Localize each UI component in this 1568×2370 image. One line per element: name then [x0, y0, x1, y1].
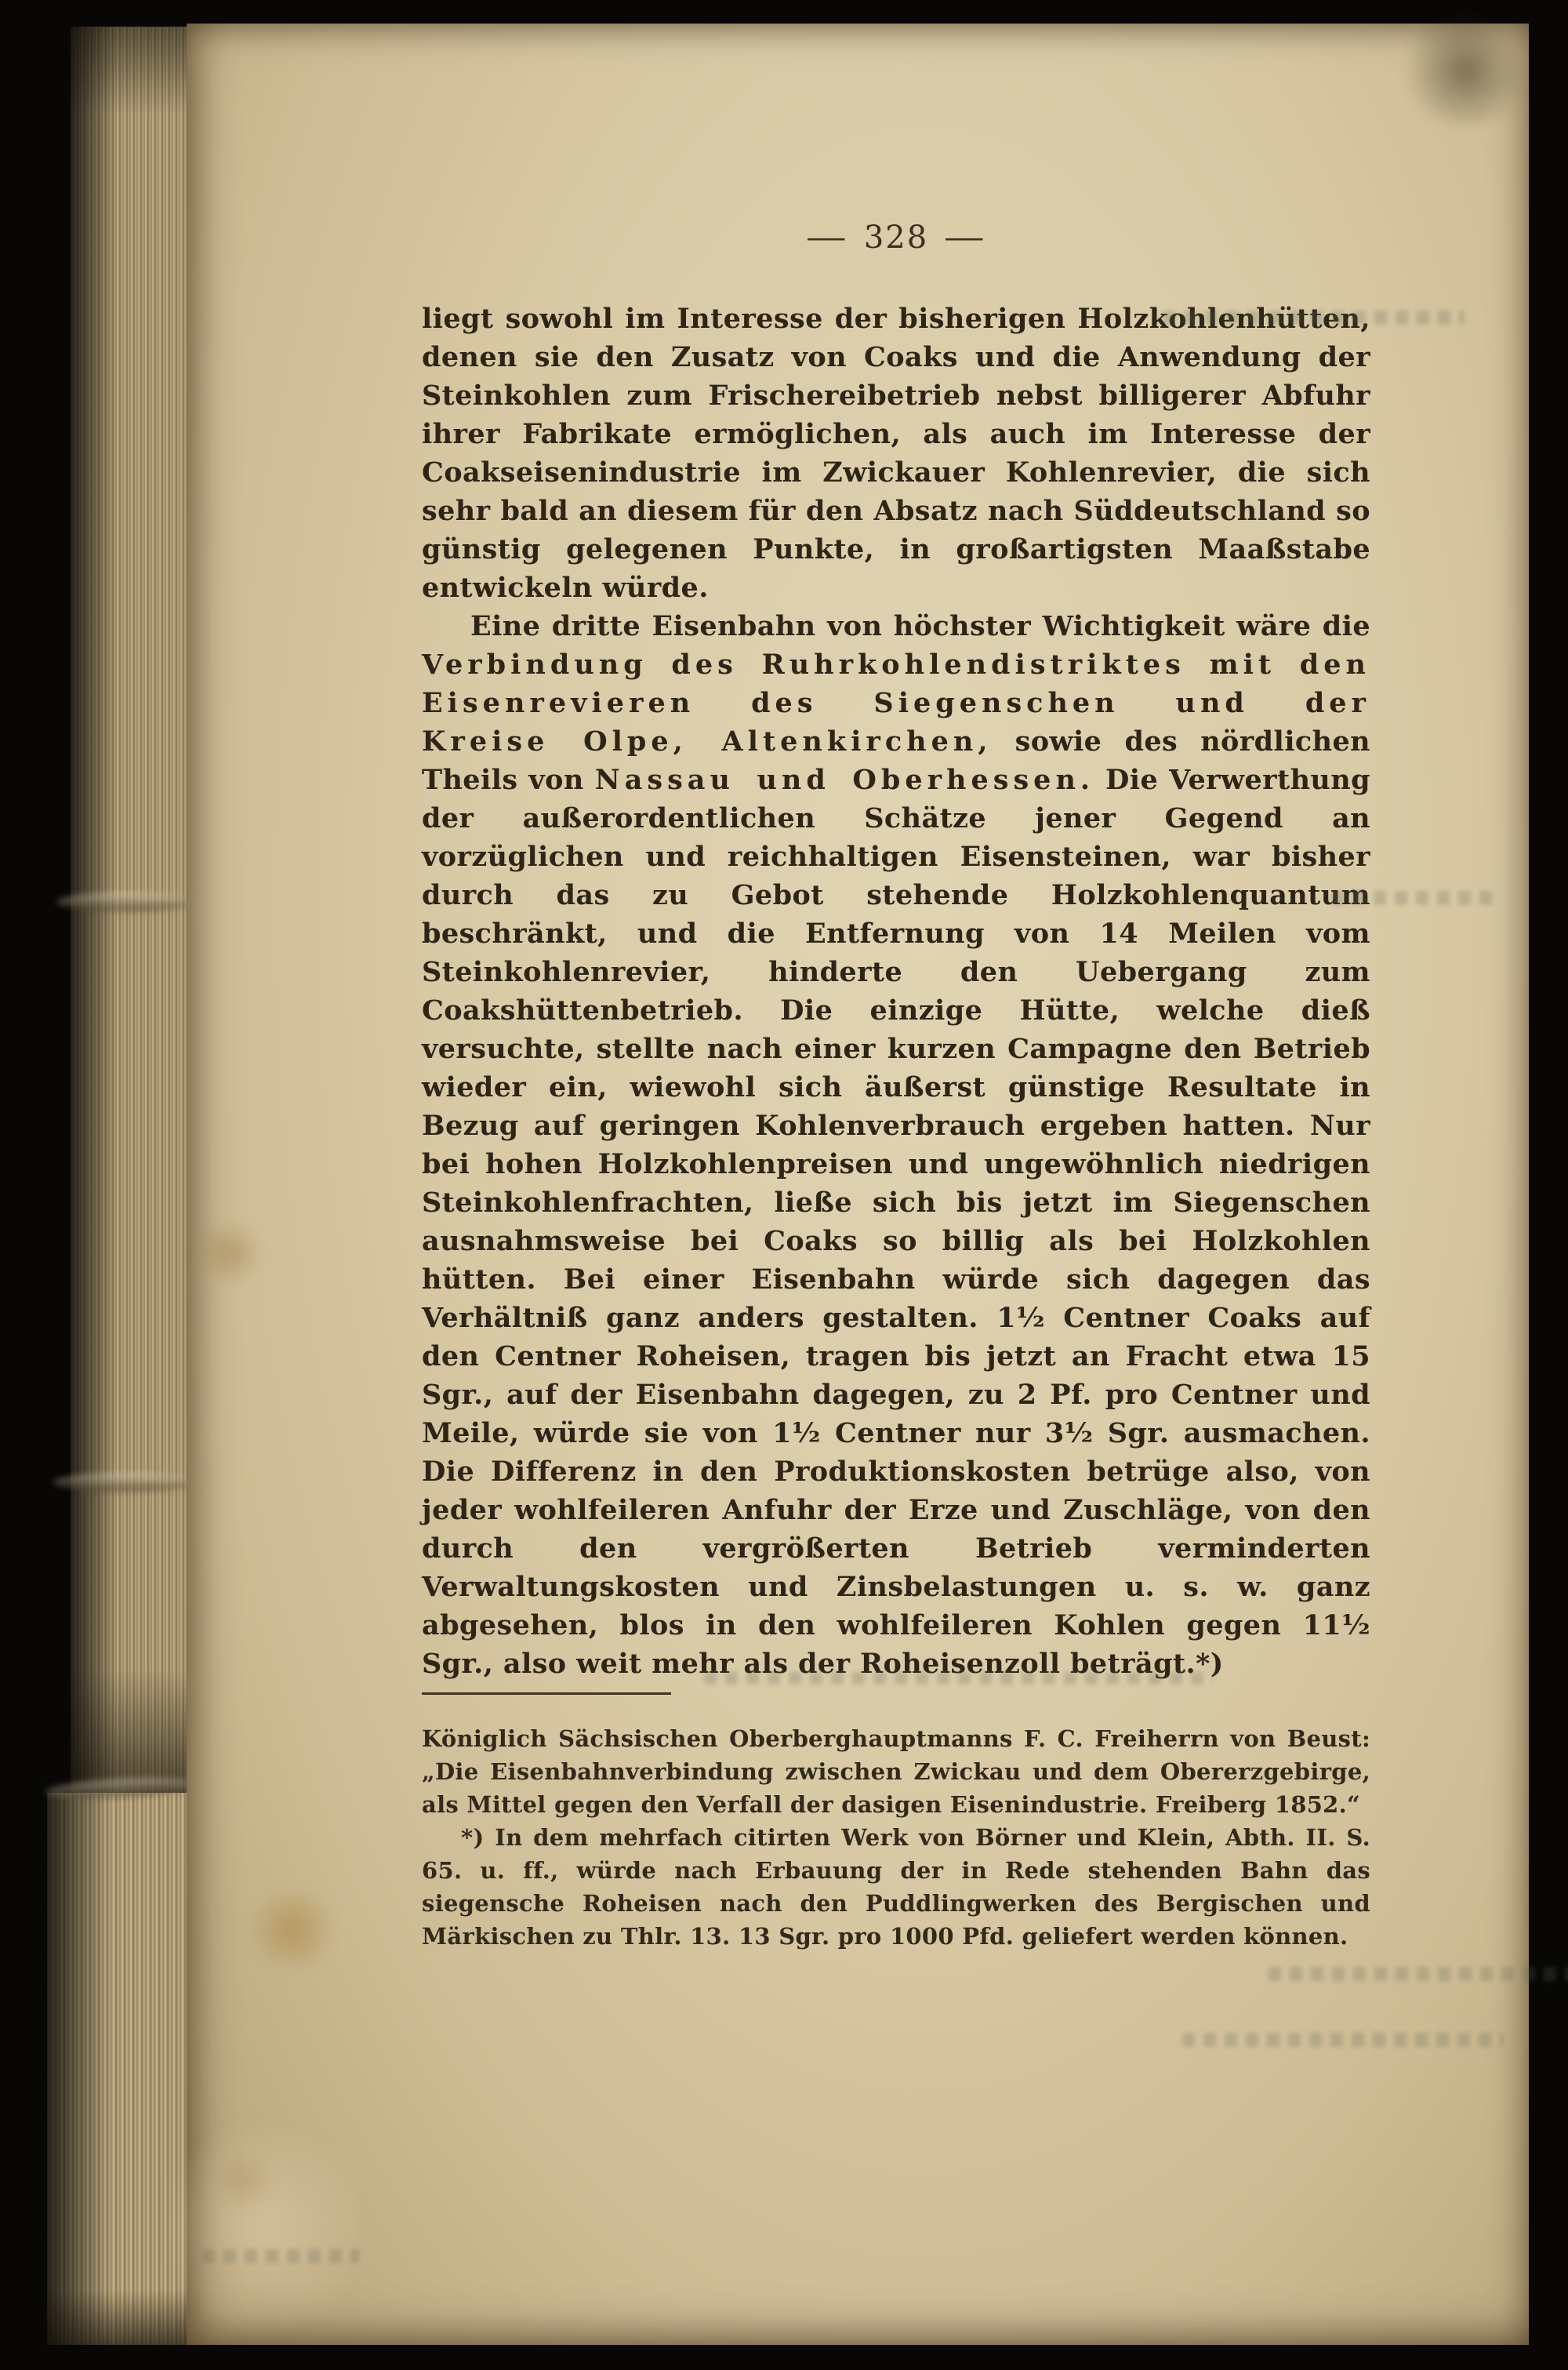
footnotes-block: [422, 1722, 1370, 1953]
page-number-value: 328: [863, 220, 929, 256]
text-segment: Die Verwerthung der außerordentlichen Schätze jener Gegend an vorzüglichen und reichhaltigen Eisensteinen, war bisher durch das zu Gebot stehende Holzkohlenquantum beschränkt, und die Entfernung von 14 Meilen vom Steinkohlenrevier, hinderte den Uebergang zum Coakshüttenbetrieb. Die einzige Hütte, welche dieß versuchte, stellte nach einer kurzen Campagne den Betrieb wieder ein, wiewohl sich äußerst günstige Resultate in Bezug auf geringen Kohlenverbrauch ergeben hatten. Nur bei hohen Holzkohlenpreisen und ungewöhnlich niedrigen Steinkohlenfrachten, ließe sich bis jetzt im Siegenschen ausnahmsweise bei Coaks so billig als bei Holzkohlen hütten. Bei einer Eisenbahn würde sich dagegen das Verhältniß ganz anders gestalten. 1½ Centner Coaks auf den Centner Roheisen, tragen bis jetzt an Fracht etwa 15 Sgr., auf der Eisenbahn dagegen, zu 2 Pf. pro Centner und Meile, würde sie von 1½ Centner nur 3½ Sgr. ausmachen. Die Differenz in den Produktionskosten betrüge also, von jeder wohlfeileren Anfuhr der Erze und Zuschläge, von den durch den vergrößerten Betrieb verminderten Verwaltungskosten und Zinsbelastungen u. s. w. ganz abgesehen, blos in den wohlfeileren Kohlen gegen 11½ Sgr., also weit mehr als der Roheisenzoll beträgt.*): [422, 764, 1370, 1680]
footnote-separator-rule: [422, 1692, 671, 1695]
book-page: [187, 24, 1529, 2345]
page-edge-wrinkle: [56, 892, 198, 911]
page-edge-wrinkle: [53, 1473, 198, 1492]
foxing-stain: [210, 2157, 277, 2208]
page-number: [422, 220, 1370, 256]
main-text-block: [422, 300, 1370, 1683]
emphasized-text-segment: Verbindung des Ruhrkohlendistriktes mit den Eisenrevieren des Siegenschen und der Kreise Olpe, Altenkirchen,: [422, 649, 1370, 758]
page-edges-stack-lower: [47, 1793, 188, 2345]
show-through-smudge: [1269, 1967, 1568, 1981]
footnote-continuation: Königlich Sächsischen Oberberghauptmanns F. C. Freiherrn von Beust: „Die Eisenbahnverbindung zwischen Zwickau und dem Obererzgebirge, als Mittel gegen den Verfall der dasigen Eisenindustrie. Freiberg 1852.“: [422, 1725, 1370, 1818]
header-dash-left: —: [805, 220, 849, 256]
emphasized-text-segment: Nassau und Oberhessen.: [594, 764, 1095, 796]
text-segment: Eine dritte Eisenbahn von höchster Wichtigkeit wäre die: [470, 610, 1370, 642]
footnote-asterisk: [422, 1821, 1370, 1953]
worn-corner-highlight: [171, 2102, 359, 2353]
header-dash-right: —: [943, 220, 987, 256]
show-through-smudge: [202, 2249, 359, 2263]
corner-shadow: [1396, 16, 1537, 125]
foxing-stain: [241, 1890, 343, 1968]
paragraph-continuation: liegt sowohl im Interesse der bisherigen Holzkohlenhütten, denen sie den Zusatz von Coaks und die Anwendung der Steinkohlen zum Frischereibetrieb nebst billigerer Abfuhr ihrer Fabrikate ermöglichen, als auch im Interesse der Coakseisenindustrie im Zwickauer Kohlenrevier, die sich sehr bald an diesem für den Absatz nach Süddeutschland so günstig gelegenen Punkte, in großartigsten Maaßstabe entwickeln würde.: [422, 303, 1370, 604]
footnote-text: In dem mehrfach citirten Werk von Börner und Klein, Abth. II. S. 65. u. ff., würde nach Erbauung der in Rede stehenden Bahn das siegensche Roheisen nach den Puddlingwerken des Bergischen und Märkischen zu Thlr. 13. 13 Sgr. pro 1000 Pfd. geliefert werden können.: [422, 1824, 1370, 1950]
text-segment: sowie des nördlichen Theils von: [422, 725, 1370, 796]
show-through-smudge: [1182, 2033, 1504, 2047]
foxing-stain: [193, 1223, 267, 1282]
paragraph-railway: [422, 607, 1370, 1683]
footnote-marker: *): [461, 1824, 485, 1851]
